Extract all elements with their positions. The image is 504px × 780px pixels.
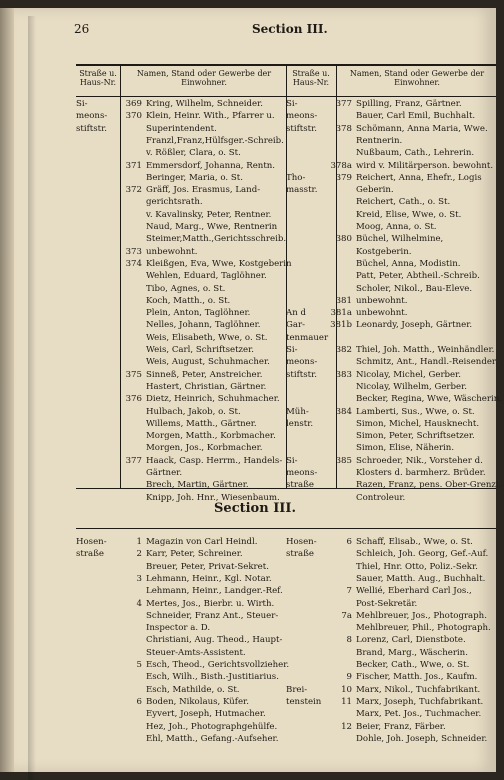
table-row: [286, 548, 496, 561]
house-number-cell: 383: [335, 369, 352, 380]
street-cell: Hosen-: [76, 537, 107, 547]
table-row: [76, 283, 286, 296]
resident-cell: Marx, Joseph, Tuchfabrikant.: [356, 696, 484, 707]
resident-cell: Weis, Elisabeth, Wwe, o. St.: [146, 332, 268, 343]
table-row: [76, 123, 286, 136]
table-row: [286, 147, 496, 160]
resident-cell: Inspector a. D.: [146, 623, 211, 634]
table-row: [286, 733, 496, 746]
page-header: [14, 20, 496, 40]
resident-cell: Magazin von Carl Heindl.: [146, 537, 258, 547]
table-row: [286, 622, 496, 635]
table-row: [76, 381, 286, 394]
street-cell: Tho-: [286, 172, 306, 183]
table-row: [76, 455, 286, 468]
resident-cell: Wehlen, Eduard, Taglöhner.: [146, 271, 267, 282]
table-row: [286, 684, 496, 697]
resident-cell: Christiani, Aug. Theod., Haupt-: [146, 635, 283, 646]
resident-cell: Beier, Franz, Färber.: [356, 721, 446, 732]
resident-cell: Karr, Peter, Schreiner.: [146, 549, 243, 560]
table-row: [286, 209, 496, 222]
table-row: [76, 246, 286, 259]
street-cell: Müh-: [286, 406, 309, 417]
resident-cell: Simon, Peter, Schriftsetzer.: [356, 431, 475, 442]
table-row: [76, 221, 286, 234]
house-number-cell: 8: [346, 635, 352, 646]
table-row: [76, 561, 286, 574]
table-row: [286, 418, 496, 431]
table-row: [286, 536, 496, 549]
table-row: [76, 233, 286, 246]
table-row: [286, 344, 496, 357]
table-row: [76, 295, 286, 308]
table-row: [76, 196, 286, 209]
table-row: [286, 98, 496, 111]
table-row: [286, 442, 496, 455]
table-row: [76, 634, 286, 647]
house-number-cell: 6: [346, 537, 352, 547]
resident-cell: Willems, Matth., Gärtner.: [146, 418, 257, 429]
resident-cell: Geberin.: [356, 185, 394, 196]
resident-cell: Hez, Joh., Photographgehülfe.: [146, 721, 278, 732]
street-cell: Hosen-: [286, 537, 317, 547]
table-row: [76, 209, 286, 222]
street-column-header-right: Straße u. Haus-Nr.: [292, 69, 330, 87]
resident-cell: Nußbaum, Cath., Lehrerin.: [356, 148, 475, 159]
resident-cell: Lehmann, Heinr., Landger.-Ref.: [146, 586, 283, 597]
table-row: [76, 733, 286, 746]
table-row: [76, 332, 286, 345]
table-row: [76, 270, 286, 283]
house-number-cell: 377: [335, 99, 352, 109]
house-number-cell: 376: [125, 394, 142, 405]
house-number-cell: 6: [136, 696, 142, 707]
house-number-cell: 369: [125, 99, 142, 109]
resident-cell: Klein, Heinr. With., Pfarrer u.: [146, 111, 275, 122]
table-row: [76, 467, 286, 480]
resident-cell: Reichert, Cath., o. St.: [356, 197, 451, 208]
resident-cell: Patt, Peter, Abtheil.-Schreib.: [356, 271, 480, 282]
resident-cell: Morgen, Jos., Korbmacher.: [146, 443, 263, 454]
resident-cell: v. Kavalinsky, Peter, Rentner.: [146, 209, 272, 220]
house-number-cell: 378a: [330, 160, 352, 171]
table-row: [76, 647, 286, 660]
resident-cell: Becker, Cath., Wwe, o. St.: [356, 660, 470, 670]
table-row: [286, 467, 496, 480]
street-cell: Si-: [286, 345, 298, 355]
resident-cell: Steimer,Matth.,Gerichtsschreib.: [146, 234, 287, 245]
resident-cell: Kostgeberin.: [356, 246, 412, 257]
resident-cell: Rentnerin.: [356, 135, 403, 146]
table-row: [286, 585, 496, 598]
table-row: [286, 307, 496, 320]
resident-cell: Esch, Theod., Gerichtsvollzieher.: [146, 660, 290, 670]
table-row: [286, 671, 496, 684]
street-cell: masstr.: [286, 185, 318, 196]
resident-cell: Hastert, Christian, Gärtner.: [146, 381, 267, 392]
resident-cell: Koch, Matth., o. St.: [146, 295, 231, 306]
resident-cell: Marx, Nikol., Tuchfabrikant.: [356, 684, 481, 695]
table-row: [76, 430, 286, 443]
resident-cell: Controleur.: [356, 492, 406, 503]
house-number-cell: 385: [335, 455, 352, 466]
resident-cell: Knipp, Joh. Hnr., Wiesenbaum.: [146, 492, 280, 503]
resident-cell: Sinneß, Peter, Anstreicher.: [146, 369, 263, 380]
resident-cell: Fischer, Matth. Jos., Kaufm.: [356, 672, 478, 683]
table-row: [286, 479, 502, 492]
table-row: [286, 135, 496, 148]
table-row: [76, 356, 286, 369]
resident-cell: Naud, Marg., Wwe, Rentnerin: [146, 222, 278, 232]
house-number-cell: 11: [341, 696, 352, 707]
street-cell: Si-: [286, 455, 298, 466]
table-row: [286, 369, 496, 382]
resident-cell: unbewohnt.: [356, 308, 408, 319]
street-cell: stiftstr.: [286, 123, 318, 134]
table-row: [76, 585, 286, 598]
resident-cell: Bauer, Carl Emil, Buchhalt.: [356, 111, 476, 122]
table-row: [286, 598, 496, 611]
table-row: [286, 561, 496, 574]
resident-cell: Sauer, Matth. Aug., Buchhalt.: [356, 573, 486, 584]
street-cell: Si-: [76, 99, 88, 109]
resident-cell: Tibo, Agnes, o. St.: [146, 283, 226, 294]
table-row: [286, 455, 496, 468]
house-number-cell: 381b: [330, 320, 352, 331]
resident-cell: Mehlbreuer, Phil., Photograph.: [356, 623, 491, 634]
house-number-cell: 7: [346, 586, 352, 597]
resident-cell: Breuer, Peter, Privat-Sekret.: [146, 561, 269, 572]
resident-cell: unbewohnt.: [356, 295, 408, 306]
house-number-cell: 377: [125, 455, 142, 466]
street-cell: Si-: [286, 99, 298, 109]
table-row: [76, 406, 286, 419]
house-number-cell: 384: [335, 406, 352, 417]
resident-cell: Gräff, Jos. Erasmus, Land-: [146, 185, 261, 196]
resident-cell: wird v. Militärperson. bewohnt.: [356, 160, 494, 171]
resident-cell: Schaff, Elisab., Wwe, o. St.: [356, 537, 473, 547]
resident-cell: Marx, Pet. Jos., Tuchmacher.: [356, 709, 482, 720]
table-row: [76, 418, 286, 431]
house-number-cell: 373: [125, 246, 142, 257]
table-row: [76, 393, 286, 406]
table-row: [286, 295, 496, 308]
resident-cell: Nicolay, Wilhelm, Gerber.: [356, 381, 468, 392]
resident-cell: Nicolay, Michel, Gerber.: [356, 369, 462, 380]
street-cell: straße: [286, 480, 314, 491]
table-row: [76, 319, 286, 332]
table-row: [76, 610, 286, 623]
resident-cell: Lorenz, Carl, Dienstbote.: [356, 635, 466, 646]
resident-cell: Mertes, Jos., Bierbr. u. Wirth.: [146, 598, 275, 609]
house-number-cell: 371: [125, 160, 142, 171]
house-number-cell: 375: [125, 369, 142, 380]
table-row: [286, 356, 496, 369]
table-row: [76, 172, 286, 185]
resident-cell: Mehlbreuer, Jos., Photograph.: [356, 610, 487, 621]
house-number-cell: 10: [341, 684, 352, 695]
table-row: [286, 196, 496, 209]
street-cell: stiftstr.: [286, 369, 318, 380]
house-number-cell: 5: [136, 660, 142, 670]
table-row: [286, 258, 496, 271]
street-cell: straße: [76, 549, 104, 560]
table-row: [286, 172, 496, 185]
table-row: [76, 442, 286, 455]
house-number-cell: 9: [346, 672, 352, 683]
resident-cell: Leonardy, Joseph, Gärtner.: [356, 320, 473, 331]
street-cell: meons-: [286, 468, 318, 478]
table-row: [76, 671, 286, 684]
table-row: [76, 147, 286, 160]
house-number-cell: 378: [335, 123, 352, 134]
street-cell: meons-: [76, 111, 108, 122]
resident-cell: Moog, Anna, o. St.: [356, 222, 437, 232]
resident-cell: Dietz, Heinrich, Schuhmacher.: [146, 394, 280, 405]
table-row: [76, 110, 286, 123]
resident-cell: Becker, Regina, Wwe, Wäscherin.: [356, 394, 502, 405]
table-row: [286, 573, 496, 586]
table-row: [286, 721, 496, 734]
house-number-cell: 7a: [341, 610, 352, 621]
resident-cell: Büchel, Anna, Modistin.: [356, 258, 461, 269]
book-page: [14, 8, 502, 772]
table-row: [286, 332, 496, 345]
house-number-cell: 380: [335, 234, 352, 245]
house-number-cell: 381a: [330, 308, 352, 319]
resident-cell: Schleich, Joh. Georg, Gef.-Auf.: [356, 549, 489, 560]
street-cell: Brei-: [286, 684, 308, 695]
resident-cell: Post-Sekretär.: [356, 598, 418, 609]
table-row: [286, 696, 496, 709]
street-cell: Gar-: [286, 320, 306, 331]
resident-cell: Beringer, Maria, o. St.: [146, 172, 243, 183]
table-row: [286, 221, 496, 234]
resident-cell: Weis, August, Schuhmacher.: [146, 357, 270, 368]
resident-cell: Thiel, Joh. Matth., Weinhändler.: [356, 345, 495, 355]
table-row: [76, 684, 286, 697]
resident-cell: Eyvert, Joseph, Hutmacher.: [146, 709, 266, 720]
table-row: [76, 622, 286, 635]
table-row: [76, 135, 286, 148]
resident-cell: Superintendent.: [146, 123, 217, 134]
resident-cell: Emmersdorf, Johanna, Rentn.: [146, 160, 276, 171]
table-row: [286, 634, 496, 647]
book-page-edge: [0, 8, 14, 772]
table-row: [286, 319, 496, 332]
house-number-cell: 381: [335, 295, 352, 306]
resident-cell: Simon, Michel, Hausknecht.: [356, 418, 480, 429]
house-number-cell: 374: [125, 258, 142, 269]
street-cell: tenstein: [286, 696, 322, 707]
resident-cell: Lehmann, Heinr., Kgl. Notar.: [146, 573, 272, 584]
table-row: [286, 393, 502, 406]
street-cell: meons-: [286, 111, 318, 122]
resident-cell: Schömann, Anna Maria, Wwe.: [356, 123, 488, 134]
table-row: [286, 184, 496, 197]
table-row: [286, 160, 496, 173]
resident-cell: Spilling, Franz, Gärtner.: [356, 99, 462, 109]
names-column-header-right: Namen, Stand oder Gewerbe der Einwohner.: [349, 69, 485, 87]
table-row: [76, 536, 286, 549]
house-number-cell: 379: [335, 172, 352, 183]
resident-cell: gerichtsrath.: [146, 197, 203, 208]
resident-cell: Wellié, Eberhard Carl Jos.,: [356, 586, 472, 597]
house-number-cell: 370: [125, 111, 142, 122]
house-number-cell: 372: [125, 185, 142, 196]
resident-cell: Kring, Wilhelm, Schneider.: [146, 99, 264, 109]
table-row: [286, 283, 496, 296]
house-number-cell: 12: [341, 721, 352, 732]
resident-cell: Scholer, Nikol., Bau-Eleve.: [356, 283, 473, 294]
book-binding-shadow: [28, 16, 36, 780]
table-row: [76, 598, 286, 611]
resident-cell: Kleißgen, Eva, Wwe, Kostgeberin: [146, 258, 292, 269]
resident-cell: Nelles, Johann, Taglöhner.: [146, 320, 261, 331]
names-column-header-left: Namen, Stand oder Gewerbe der Einwohner.: [136, 69, 272, 87]
resident-cell: Steuer-Amts-Assistent.: [146, 647, 246, 658]
resident-cell: Brech, Martin, Gärtner.: [146, 480, 249, 491]
resident-cell: Weis, Carl, Schriftsetzer.: [146, 345, 255, 355]
table-row: [76, 98, 286, 111]
table-row: [76, 708, 286, 721]
page-number: 26: [74, 22, 90, 36]
resident-cell: Klosters d. barmherz. Brüder.: [356, 468, 486, 478]
street-cell: An d: [286, 308, 306, 319]
table-row: [286, 708, 496, 721]
resident-cell: Morgen, Matth., Korbmacher.: [146, 431, 276, 442]
table-row: [286, 246, 496, 259]
house-number-cell: 4: [136, 598, 142, 609]
resident-cell: Hulbach, Jakob, o. St.: [146, 406, 241, 417]
table-row: [76, 696, 286, 709]
resident-cell: Boden, Nikolaus, Küfer.: [146, 696, 249, 707]
street-cell: stiftstr.: [76, 123, 108, 134]
resident-cell: unbewohnt.: [146, 246, 198, 257]
resident-cell: Büchel, Wilhelmine,: [356, 234, 444, 245]
house-number-cell: 382: [335, 345, 352, 355]
resident-cell: Kreid, Elise, Wwe, o. St.: [356, 209, 462, 220]
resident-cell: Dohle, Joh. Joseph, Schneider.: [356, 733, 488, 744]
table-row: [76, 344, 286, 357]
table-row: [286, 659, 496, 672]
resident-cell: Haack, Casp. Herrm., Handels-: [146, 455, 283, 466]
table-row: [76, 548, 286, 561]
resident-cell: Lamberti, Sus., Wwe, o. St.: [356, 406, 475, 417]
table-row: [286, 647, 496, 660]
table-row: [76, 479, 286, 492]
table-row: [286, 430, 496, 443]
table-row: [76, 659, 290, 672]
table-row: [286, 270, 496, 283]
resident-cell: v. Rößler, Clara, o. St.: [146, 148, 241, 159]
table-row: [286, 110, 496, 123]
table-row: [286, 381, 496, 394]
street-cell: lenstr.: [286, 418, 314, 429]
table-row: [76, 369, 286, 382]
table-row: [286, 610, 496, 623]
resident-cell: Thiel, Hnr. Otto, Poliz.-Sekr.: [356, 561, 478, 572]
street-column-header-left: Straße u. Haus-Nr.: [79, 69, 117, 87]
street-cell: straße: [286, 549, 314, 560]
table-row: [76, 258, 292, 271]
house-number-cell: 3: [136, 573, 142, 584]
table-row: [286, 123, 496, 136]
table-row: [286, 233, 496, 246]
resident-cell: Brand, Marg., Wäscherin.: [356, 647, 468, 658]
street-cell: meons-: [286, 357, 318, 368]
page-title: Section III.: [252, 22, 328, 36]
table-row: [76, 307, 286, 320]
resident-cell: Schneider, Franz Ant., Steuer-: [146, 610, 279, 621]
section-heading: Section III.: [214, 501, 296, 516]
resident-cell: Esch, Mathilde, o. St.: [146, 684, 240, 695]
house-number-cell: 2: [136, 549, 142, 560]
resident-cell: Schmitz, Ant., Handl.-Reisender.: [356, 357, 498, 368]
resident-cell: Gärtner.: [146, 468, 183, 478]
resident-cell: Reichert, Anna, Ehefr., Logis: [356, 172, 482, 183]
table-row: [76, 160, 286, 173]
house-number-cell: 1: [136, 537, 142, 547]
table-row: [76, 573, 286, 586]
resident-cell: Razen, Franz, pens. Ober-Grenzj.: [356, 480, 502, 491]
section-rule: [76, 528, 496, 529]
resident-cell: Simon, Elise, Näherin.: [356, 443, 455, 454]
resident-cell: Schroeder, Nik., Vorsteher d.: [356, 455, 483, 466]
resident-cell: Plein, Anton, Taglöhner.: [146, 308, 251, 319]
table-row: [76, 721, 286, 734]
resident-cell: Ehl, Matth., Gefang.-Aufseher.: [146, 733, 279, 744]
street-cell: tenmauer: [286, 332, 329, 343]
resident-cell: Franzl,Franz,Hülfsger.-Schreib.: [146, 135, 284, 146]
table-row: [286, 406, 496, 419]
table-row: [76, 184, 286, 197]
resident-cell: Esch, Wilh., Bisth.-Justitiarius.: [146, 672, 279, 683]
